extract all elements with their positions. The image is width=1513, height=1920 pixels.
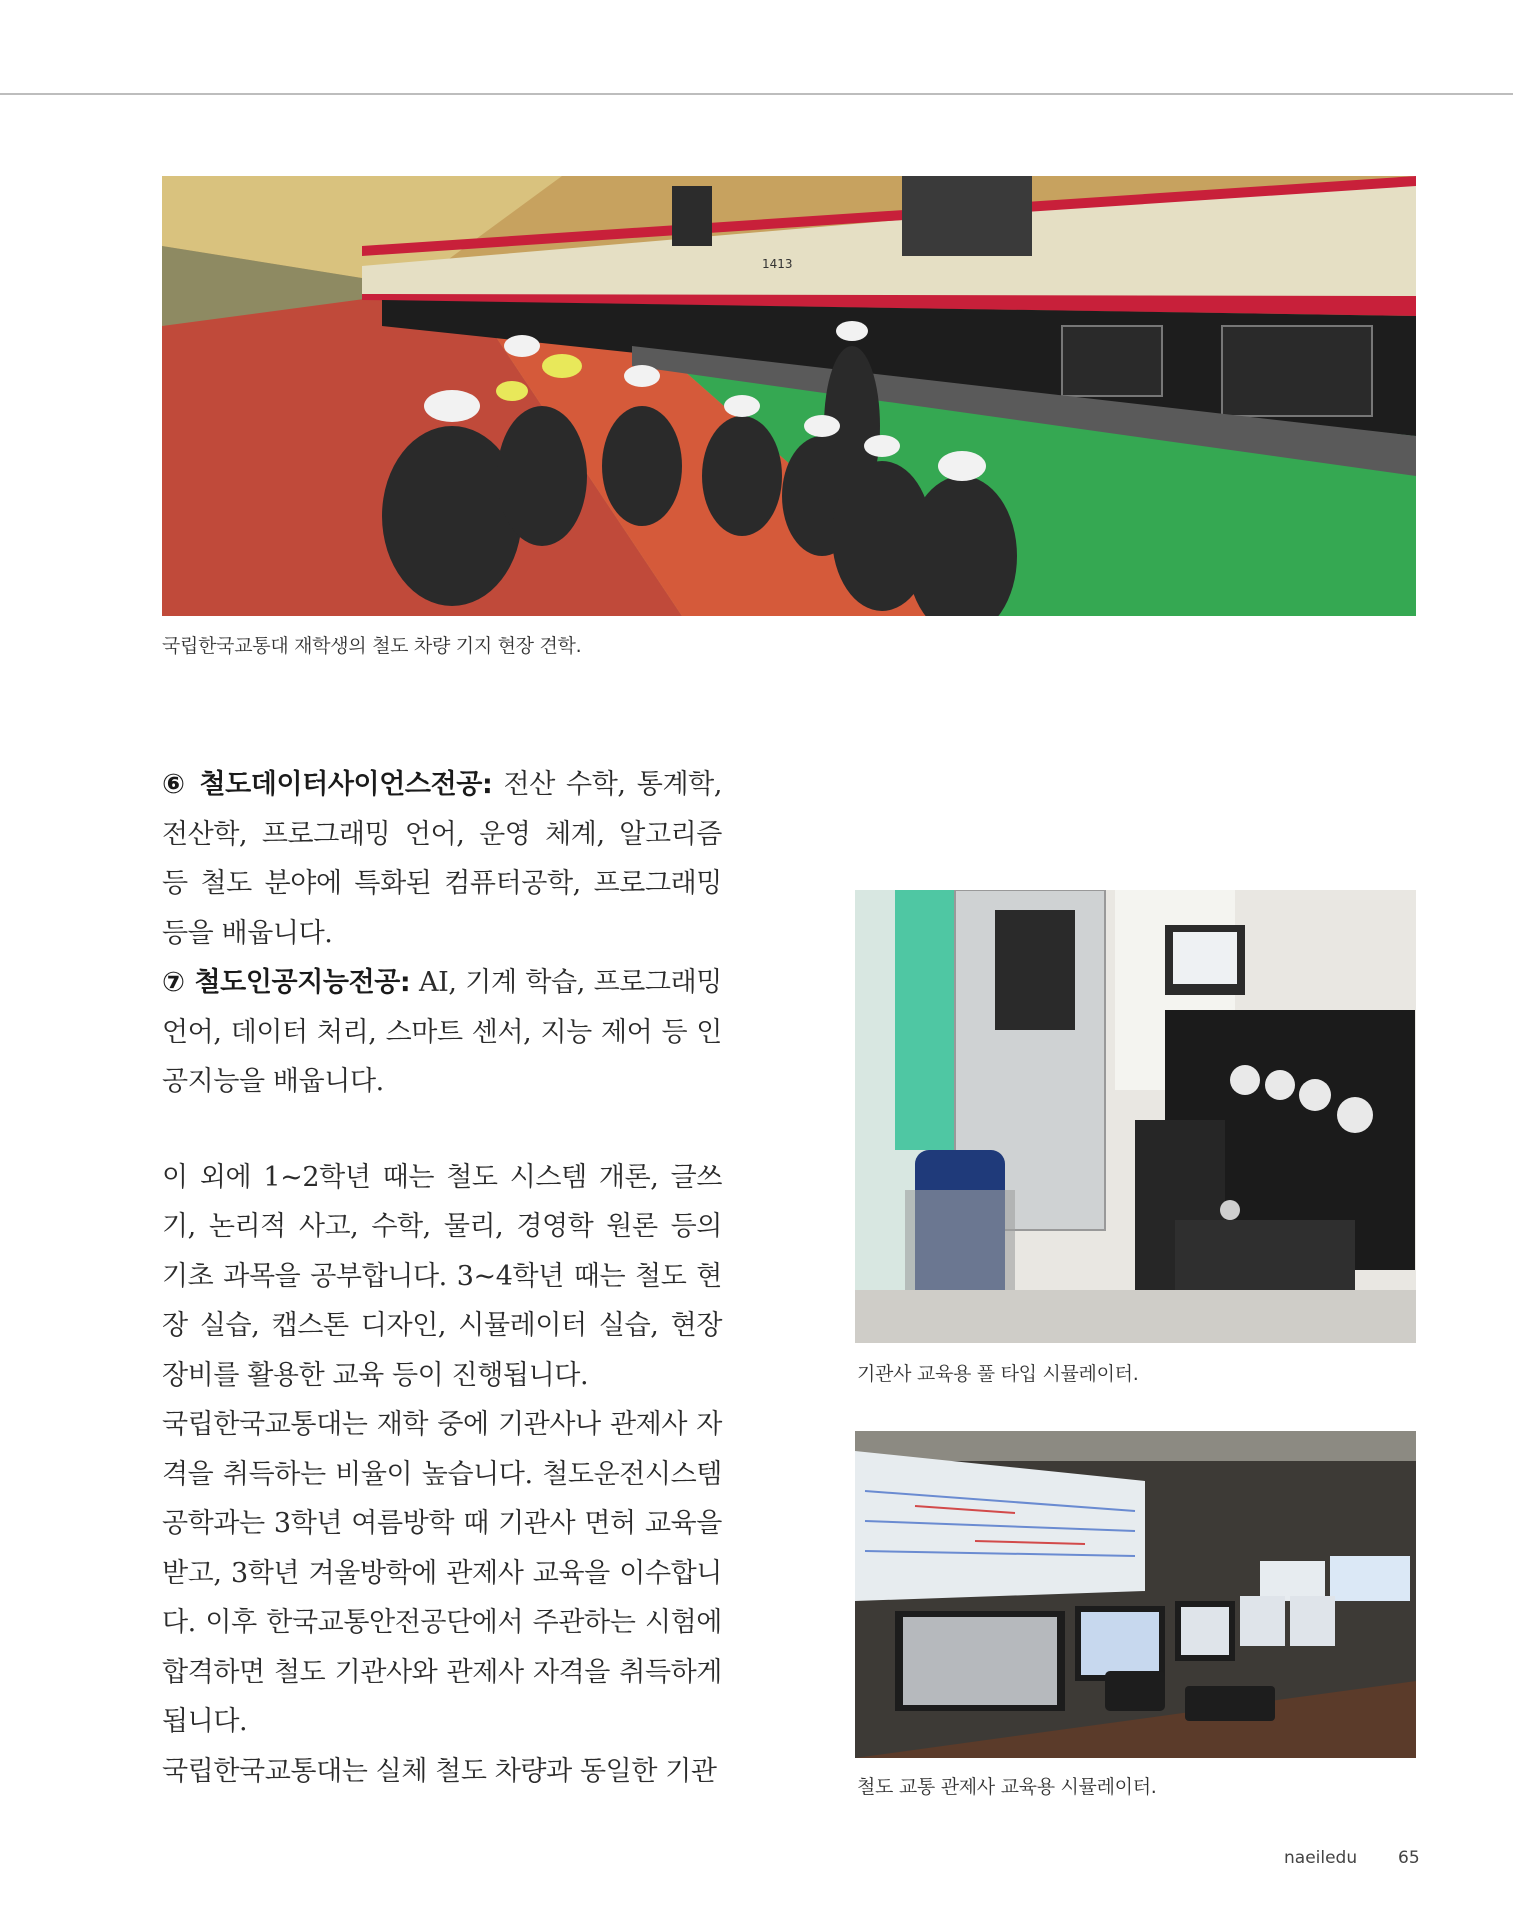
control-simulator-caption: 철도 교통 관제사 교육용 시뮬레이터. — [857, 1776, 1157, 1798]
paragraph-curriculum: 이 외에 1~2학년 때는 철도 시스템 개론, 글쓰기, 논리적 사고, 수학, 물리, 경영학 원론 등의 기초 과목을 공부합니다. 3~4학년 때는 철도 현장 실습, 캡스톤 디자인, 시뮬레이터 실습, 현장 장비를 활용한 교육 등이 진행됩니다. — [162, 1161, 722, 1391]
item-7-text: AI, 기계 학습, 프로그래밍 언어, 데이터 처리, 스마트 센서, 지능 제어 등 인공지능을 배웁니다. — [162, 967, 722, 1097]
article-body — [162, 760, 722, 1796]
paragraph-gap — [162, 1107, 722, 1153]
paragraph-facilities: 국립한국교통대는 실체 철도 차량과 동일한 기관 — [162, 1755, 717, 1787]
depot-photo-caption: 국립한국교통대 재학생의 철도 차량 기지 현장 견학. — [162, 635, 582, 657]
driver-simulator-caption: 기관사 교육용 풀 타입 시뮬레이터. — [857, 1363, 1139, 1385]
car-number: 1413 — [762, 257, 793, 271]
top-rule — [0, 93, 1513, 95]
paragraph-certification: 국립한국교통대는 재학 중에 기관사나 관제사 자격을 취득하는 비율이 높습니다. 철도운전시스템공학과는 3학년 여름방학 때 기관사 면허 교육을 받고, 3학년 겨울방학에 관제사 교육을 이수합니다. 이후 한국교통안전공단에서 주관하는 시험에 합격하면 철도 기관사와 관제사 자격을 취득하게 됩니다. — [162, 1409, 722, 1737]
item-railway-data-science — [162, 760, 722, 958]
control-simulator-photo — [855, 1431, 1416, 1758]
item-7-title: ⑦ 철도인공지능전공: — [162, 967, 411, 998]
item-railway-ai — [162, 958, 722, 1107]
item-6-text: 전산 수학, 통계학, 전산학, 프로그래밍 언어, 운영 체계, 알고리즘 등 철도 분야에 특화된 컴퓨터공학, 프로그래밍 등을 배웁니다. — [162, 769, 723, 949]
page-number: 65 — [1398, 1848, 1420, 1868]
driver-simulator-photo — [855, 890, 1416, 1343]
publication-name: naeiledu — [1284, 1848, 1358, 1868]
item-6-title: ⑥ 철도데이터사이언스전공: — [162, 769, 493, 800]
depot-visit-photo — [162, 176, 1416, 616]
